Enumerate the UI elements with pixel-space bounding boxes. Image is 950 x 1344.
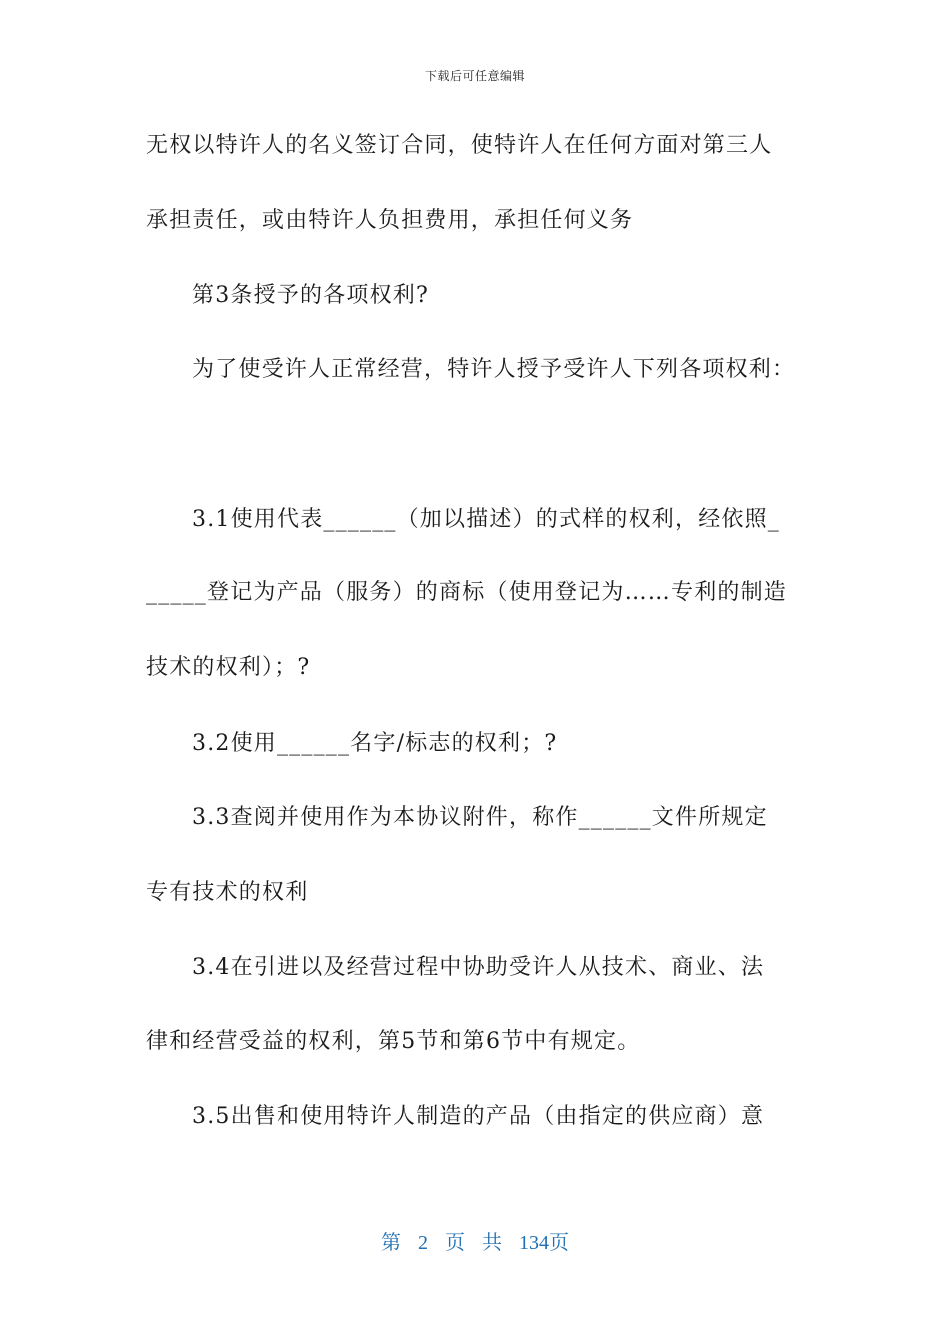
clause-3-1-line-2: _____登记为产品（服务）的商标（使用登记为……专利的制造 — [146, 580, 788, 605]
footer-di: 第 — [381, 1232, 401, 1254]
clause-3-1-line-3: 技术的权利）；? — [146, 655, 311, 680]
section-heading-3: 第3条授予的各项权利? — [192, 283, 429, 308]
clause-3-3-line-2: 专有技术的权利 — [146, 880, 309, 905]
page-header: 下载后可任意编辑 — [424, 69, 525, 83]
clause-3-2: 3.2使用______名字/标志的权利；? — [192, 731, 558, 756]
clause-3-4-line-1: 3.4在引进以及经营过程中协助受许人从技术、商业、法 — [192, 955, 765, 980]
footer-ye: 页 — [445, 1232, 465, 1254]
body-line-2: 承担责任，或由特许人负担费用，承担任何义务 — [146, 208, 634, 233]
clause-3-3-line-1: 3.3查阅并使用作为本协议附件，称作______文件所规定 — [192, 805, 768, 830]
clause-3-1-line-1: 3.1使用代表______（加以描述）的式样的权利，经依照_ — [192, 507, 780, 532]
body-line-intro: 为了使受许人正常经营，特许人授予受许人下列各项权利： — [192, 357, 796, 382]
body-line-1: 无权以特许人的名义签订合同，使特许人在任何方面对第三人 — [146, 133, 773, 158]
clause-3-4-line-2: 律和经营受益的权利，第5节和第6节中有规定。 — [146, 1029, 641, 1054]
footer-page-number: 2 — [418, 1232, 428, 1254]
clause-3-5-line-1: 3.5出售和使用特许人制造的产品（由指定的供应商）意 — [192, 1104, 765, 1129]
footer-gong: 共 — [482, 1232, 502, 1254]
footer-total-pages: 134页 — [519, 1232, 569, 1254]
page-footer — [0, 1226, 950, 1255]
